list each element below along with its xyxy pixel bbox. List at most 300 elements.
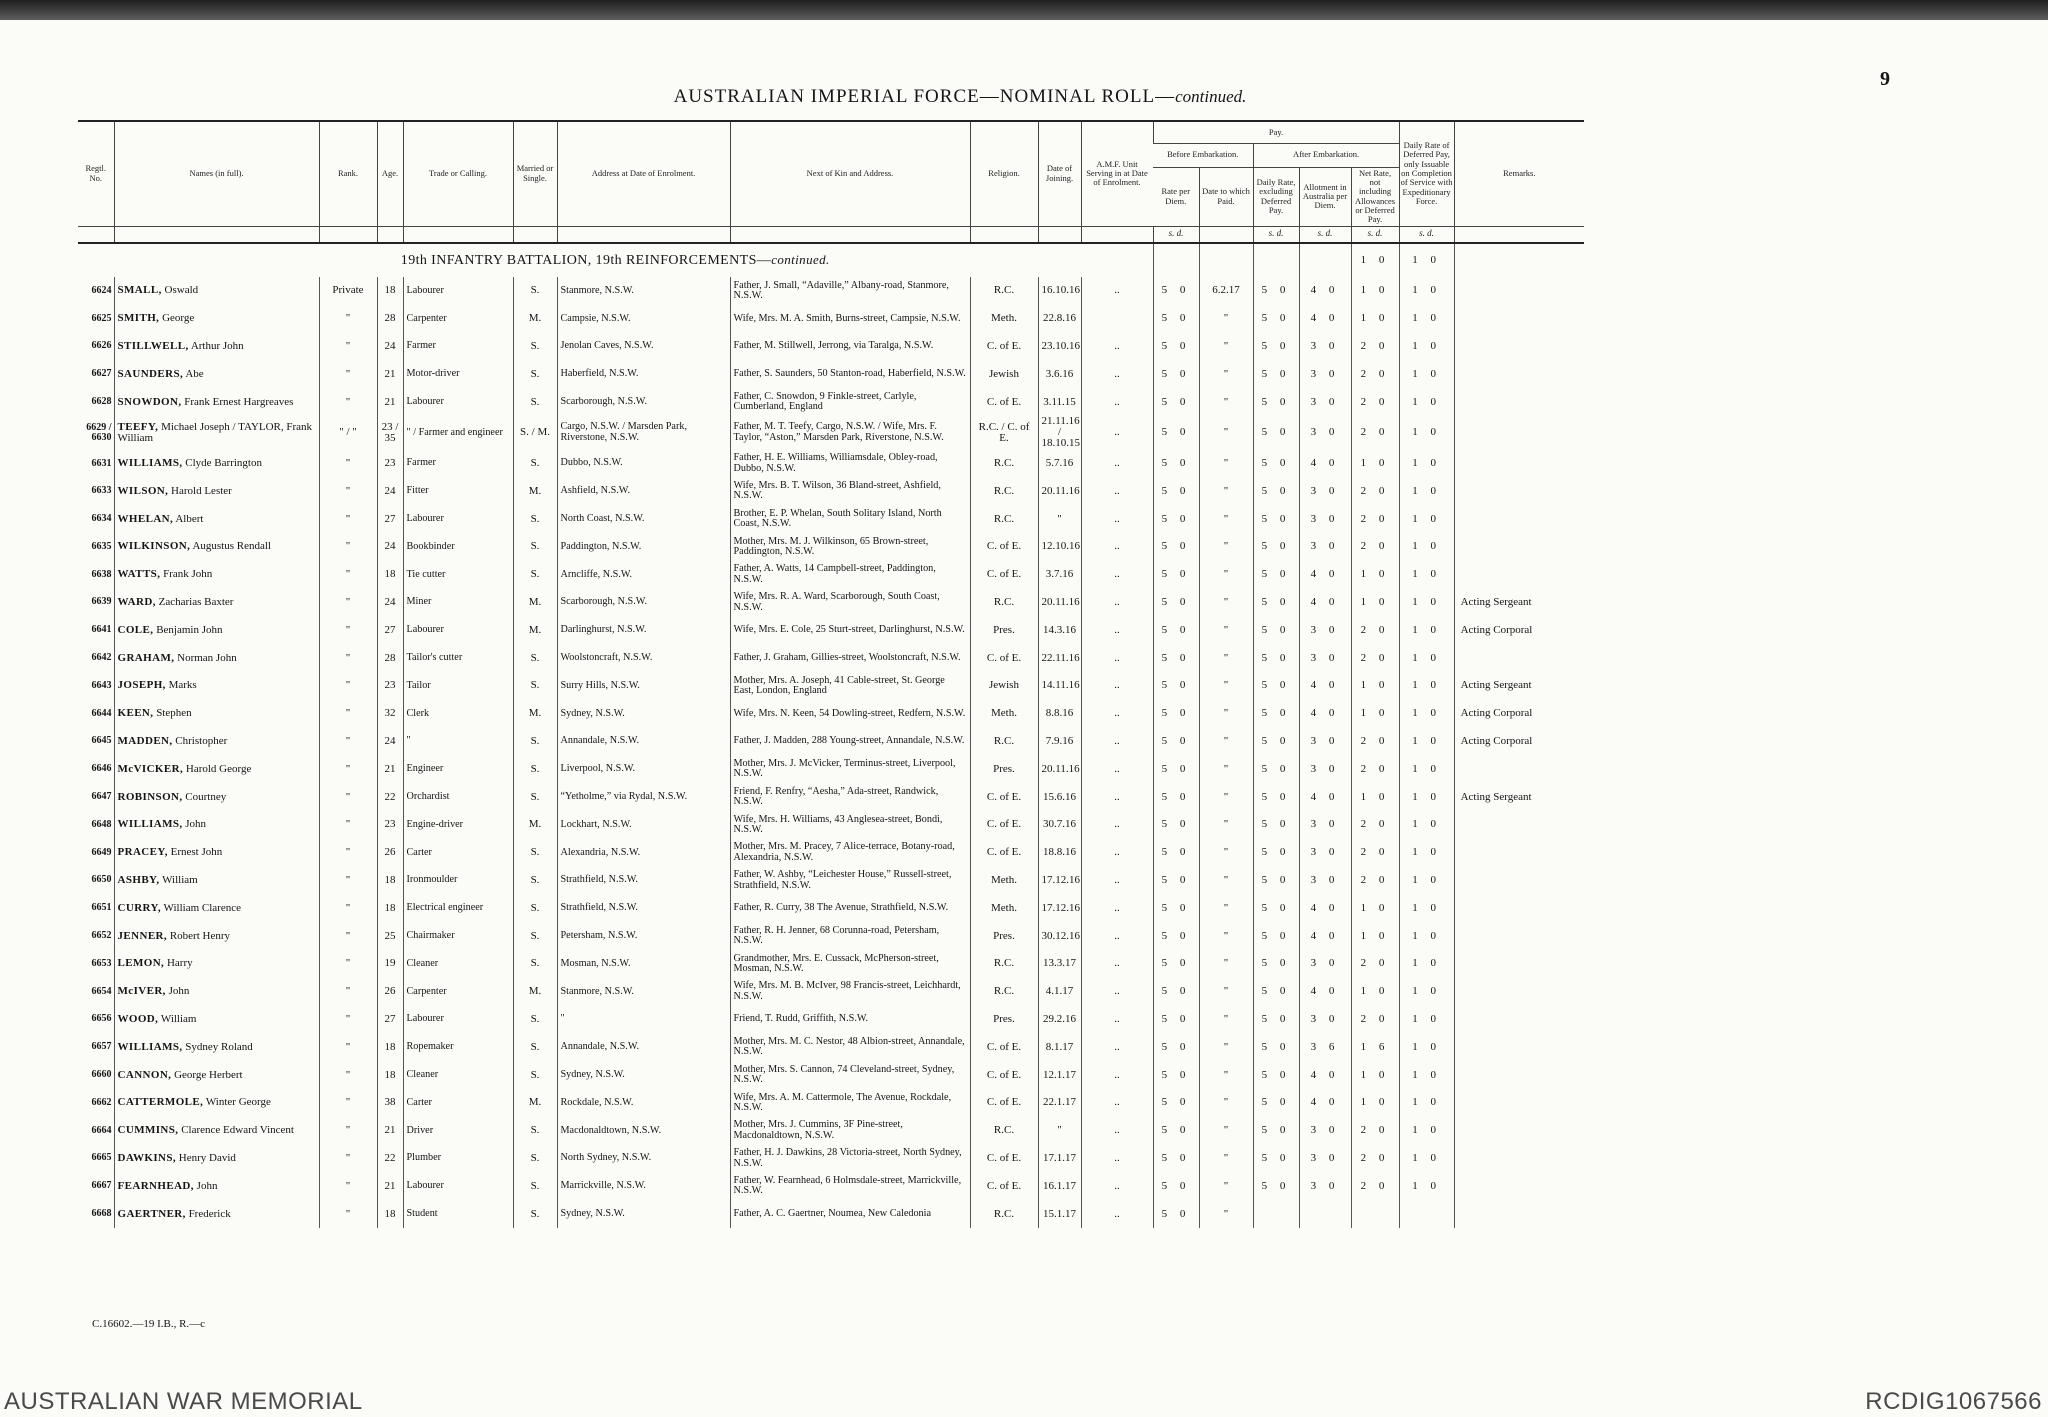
rank: " (319, 811, 377, 839)
date-joined: 3.6.16 (1038, 360, 1081, 388)
address: Petersham, N.S.W. (557, 922, 730, 950)
soldier-name (114, 950, 319, 978)
given-names: Harold Lester (171, 484, 232, 497)
remarks (1454, 1006, 1584, 1034)
units-allotment: s. d. (1299, 226, 1351, 243)
given-names: Winter George (205, 1096, 271, 1109)
remarks (1454, 277, 1584, 305)
trade: Ropemaker (403, 1033, 513, 1061)
rank: " (319, 305, 377, 333)
rate-per-diem: 5 0 (1153, 1033, 1199, 1061)
trade: Tailor (403, 672, 513, 700)
trade: Electrical engineer (403, 894, 513, 922)
surname: WILLIAMS, (117, 456, 183, 469)
regtl-no: 6647 (91, 791, 112, 803)
soldier-name (114, 1061, 319, 1089)
religion: C. of E. (970, 561, 1038, 589)
daily-rate: 5 0 (1253, 728, 1299, 756)
regtl-no: 6656 (91, 1013, 112, 1025)
given-names: Michael Joseph / TAYLOR, Frank William (117, 420, 313, 444)
married-single: S. (513, 950, 557, 978)
date-joined: 20.11.16 (1038, 478, 1081, 506)
remarks (1454, 978, 1584, 1006)
date-paid: " (1199, 533, 1253, 561)
amf-unit: .. (1081, 894, 1153, 922)
given-names: Ernest John (170, 846, 223, 859)
surname: CUMMINS, (117, 1124, 179, 1137)
net-rate: 2 0 (1351, 505, 1399, 533)
deferred-pay: 1 0 (1399, 277, 1454, 305)
regtl-no: 6628 (91, 396, 112, 408)
given-names: Clarence Edward Vincent (181, 1124, 294, 1137)
amf-unit: .. (1081, 450, 1153, 478)
deferred-pay: 1 0 (1399, 360, 1454, 388)
soldier-name (114, 1200, 319, 1228)
net-rate: 1 0 (1351, 305, 1399, 333)
date-paid: " (1199, 1033, 1253, 1061)
deferred-pay: 1 0 (1399, 728, 1454, 756)
date-paid: " (1199, 672, 1253, 700)
net-rate: 1 0 (1351, 277, 1399, 305)
soldier-name (114, 783, 319, 811)
regtl-no: 6668 (91, 1208, 112, 1220)
religion: C. of E. (970, 388, 1038, 416)
remarks (1454, 1061, 1584, 1089)
date-paid: " (1199, 867, 1253, 895)
rank: " (319, 450, 377, 478)
age: 26 (377, 978, 403, 1006)
deferred-pay: 1 0 (1399, 388, 1454, 416)
age: 19 (377, 950, 403, 978)
next-of-kin: Father, C. Snowdon, 9 Finkle-street, Carlyle, Cumberland, England (730, 388, 970, 416)
deferred-pay: 1 0 (1399, 811, 1454, 839)
rate-per-diem: 5 0 (1153, 978, 1199, 1006)
regtl-no: 6634 (91, 513, 112, 525)
soldier-name (114, 672, 319, 700)
allotment: 3 0 (1299, 755, 1351, 783)
address: Strathfield, N.S.W. (557, 867, 730, 895)
address: Haberfield, N.S.W. (557, 360, 730, 388)
regtl-no: 6646 (91, 763, 112, 775)
net-rate: 2 0 (1351, 811, 1399, 839)
remarks (1454, 505, 1584, 533)
married-single: S. (513, 388, 557, 416)
amf-unit: .. (1081, 277, 1153, 305)
married-single: M. (513, 1089, 557, 1117)
date-joined: 17.12.16 (1038, 894, 1081, 922)
date-paid: " (1199, 700, 1253, 728)
date-paid: " (1199, 616, 1253, 644)
date-paid: " (1199, 950, 1253, 978)
date-joined: 17.1.17 (1038, 1145, 1081, 1173)
amf-unit: .. (1081, 505, 1153, 533)
given-names: Frederick (188, 1207, 231, 1220)
scan-edge (0, 0, 2048, 20)
rate-per-diem: 5 0 (1153, 360, 1199, 388)
amf-unit: .. (1081, 755, 1153, 783)
rank: " (319, 1033, 377, 1061)
allotment: 3 0 (1299, 950, 1351, 978)
allotment: 3 0 (1299, 616, 1351, 644)
amf-unit (1081, 305, 1153, 333)
deferred-pay: 1 0 (1399, 672, 1454, 700)
remarks (1454, 1033, 1584, 1061)
date-paid: " (1199, 416, 1253, 450)
date-joined: 14.11.16 (1038, 672, 1081, 700)
daily-rate: 5 0 (1253, 478, 1299, 506)
date-paid: " (1199, 755, 1253, 783)
remarks: Acting Sergeant (1454, 589, 1584, 617)
amf-unit: .. (1081, 1033, 1153, 1061)
religion: C. of E. (970, 1145, 1038, 1173)
daily-rate: 5 0 (1253, 360, 1299, 388)
married-single: M. (513, 700, 557, 728)
regtl-no: 6633 (91, 485, 112, 497)
daily-rate: 5 0 (1253, 1061, 1299, 1089)
religion: Jewish (970, 360, 1038, 388)
daily-rate: 5 0 (1253, 305, 1299, 333)
amf-unit: .. (1081, 333, 1153, 361)
allotment: 3 0 (1299, 505, 1351, 533)
units-blank (730, 226, 970, 243)
daily-rate: 5 0 (1253, 672, 1299, 700)
address: Cargo, N.S.W. / Marsden Park, Riverstone, N.S.W. (557, 416, 730, 450)
next-of-kin: Father, R. H. Jenner, 68 Corunna-road, Petersham, N.S.W. (730, 922, 970, 950)
net-rate: 1 0 (1351, 561, 1399, 589)
trade: Labourer (403, 1172, 513, 1200)
rate-per-diem: 5 0 (1153, 333, 1199, 361)
allotment: 4 0 (1299, 277, 1351, 305)
deferred-pay: 1 0 (1399, 1145, 1454, 1173)
amf-unit: .. (1081, 589, 1153, 617)
daily-rate: 5 0 (1253, 867, 1299, 895)
allotment: 4 0 (1299, 1089, 1351, 1117)
deferred-pay: 1 0 (1399, 1033, 1454, 1061)
given-names: Benjamin John (156, 623, 223, 636)
surname: JOSEPH, (117, 679, 166, 692)
date-joined: 8.8.16 (1038, 700, 1081, 728)
header-net-rate: Net Rate, not including Allowances or Deferred Pay. (1351, 167, 1399, 226)
deferred-pay: 1 0 (1399, 867, 1454, 895)
address: Ashfield, N.S.W. (557, 478, 730, 506)
next-of-kin: Wife, Mrs. M. A. Smith, Burns-street, Campsie, N.S.W. (730, 305, 970, 333)
rate-per-diem: 5 0 (1153, 867, 1199, 895)
address: Scarborough, N.S.W. (557, 388, 730, 416)
amf-unit: .. (1081, 728, 1153, 756)
soldier-name (114, 700, 319, 728)
given-names: Sydney Roland (185, 1040, 253, 1053)
date-paid: " (1199, 561, 1253, 589)
surname: SMITH, (117, 312, 160, 325)
amf-unit: .. (1081, 950, 1153, 978)
deferred-pay: 1 0 (1399, 783, 1454, 811)
units-blank (557, 226, 730, 243)
next-of-kin: Father, W. Fearnhead, 6 Holmsdale-street, Marrickville, N.S.W. (730, 1172, 970, 1200)
date-joined: 13.3.17 (1038, 950, 1081, 978)
married-single: S. / M. (513, 416, 557, 450)
regtl-no: 6657 (91, 1041, 112, 1053)
regtl-no: 6631 (91, 457, 112, 469)
amf-unit: .. (1081, 1200, 1153, 1228)
surname: STILLWELL, (117, 339, 189, 352)
next-of-kin: Wife, Mrs. E. Cole, 25 Sturt-street, Darlinghurst, N.S.W. (730, 616, 970, 644)
deferred-pay: 1 0 (1399, 305, 1454, 333)
religion: C. of E. (970, 333, 1038, 361)
given-names: Christopher (175, 734, 228, 747)
allotment: 4 0 (1299, 561, 1351, 589)
allotment (1299, 1200, 1351, 1228)
allotment: 3 0 (1299, 533, 1351, 561)
surname: SAUNDERS, (117, 367, 184, 380)
next-of-kin: Mother, Mrs. A. Joseph, 41 Cable-street, St. George East, London, England (730, 672, 970, 700)
rate-per-diem: 5 0 (1153, 700, 1199, 728)
date-joined: 4.1.17 (1038, 978, 1081, 1006)
amf-unit: .. (1081, 811, 1153, 839)
daily-rate: 5 0 (1253, 1033, 1299, 1061)
given-names: Frank Ernest Hargreaves (184, 395, 294, 408)
table-row (78, 1200, 1584, 1228)
age: 28 (377, 305, 403, 333)
religion: Pres. (970, 755, 1038, 783)
soldier-name (114, 533, 319, 561)
header-pay: Pay. (1153, 121, 1399, 143)
married-single: S. (513, 1117, 557, 1145)
table-row (78, 561, 1584, 589)
date-joined: 21.11.16 / 18.10.15 (1038, 416, 1081, 450)
page-number: 9 (1880, 68, 1890, 90)
trade: Labourer (403, 616, 513, 644)
rank: " (319, 1172, 377, 1200)
religion: Pres. (970, 922, 1038, 950)
deferred-pay: 1 0 (1399, 533, 1454, 561)
date-paid: " (1199, 811, 1253, 839)
deferred-pay: 1 0 (1399, 644, 1454, 672)
date-joined: 15.6.16 (1038, 783, 1081, 811)
regtl-no: 6667 (91, 1180, 112, 1192)
rank: " (319, 561, 377, 589)
daily-rate: 5 0 (1253, 1117, 1299, 1145)
married-single: S. (513, 672, 557, 700)
amf-unit: .. (1081, 700, 1153, 728)
pre-deferred: 1 0 (1399, 243, 1454, 277)
married-single: M. (513, 811, 557, 839)
rate-per-diem: 5 0 (1153, 644, 1199, 672)
religion: Meth. (970, 305, 1038, 333)
amf-unit: .. (1081, 672, 1153, 700)
rank: " (319, 1200, 377, 1228)
trade: Student (403, 1200, 513, 1228)
net-rate: 1 6 (1351, 1033, 1399, 1061)
soldier-name (114, 978, 319, 1006)
remarks (1454, 561, 1584, 589)
religion: R.C. / C. of E. (970, 416, 1038, 450)
age: 21 (377, 755, 403, 783)
units-blank (1081, 226, 1153, 243)
date-joined: 16.1.17 (1038, 1172, 1081, 1200)
rank: " (319, 783, 377, 811)
trade: Engineer (403, 755, 513, 783)
rate-per-diem: 5 0 (1153, 1200, 1199, 1228)
table-row (78, 672, 1584, 700)
date-joined: 22.1.17 (1038, 1089, 1081, 1117)
surname: WILKINSON, (117, 540, 191, 553)
soldier-name (114, 305, 319, 333)
next-of-kin: Wife, Mrs. R. A. Ward, Scarborough, South Coast, N.S.W. (730, 589, 970, 617)
regtl-no: 6644 (91, 707, 112, 719)
surname: WILLIAMS, (117, 1040, 183, 1053)
table-row (78, 644, 1584, 672)
next-of-kin: Father, H. J. Dawkins, 28 Victoria-street, North Sydney, N.S.W. (730, 1145, 970, 1173)
amf-unit: .. (1081, 922, 1153, 950)
surname: TEEFY, (117, 420, 159, 433)
next-of-kin: Brother, E. P. Whelan, South Solitary Island, North Coast, N.S.W. (730, 505, 970, 533)
daily-rate: 5 0 (1253, 839, 1299, 867)
allotment: 4 0 (1299, 672, 1351, 700)
amf-unit: .. (1081, 1006, 1153, 1034)
religion: C. of E. (970, 644, 1038, 672)
page-title (0, 86, 1920, 108)
header-names: Names (in full). (114, 121, 319, 226)
table-row (78, 1145, 1584, 1173)
next-of-kin: Mother, Mrs. M. Pracey, 7 Alice-terrace, Botany-road, Alexandria, N.S.W. (730, 839, 970, 867)
regtl-no: 6638 (91, 568, 112, 580)
rate-per-diem: 5 0 (1153, 533, 1199, 561)
units-rate: s. d. (1153, 226, 1199, 243)
table-row (78, 277, 1584, 305)
regtl-no: 6645 (91, 735, 112, 747)
religion: C. of E. (970, 1061, 1038, 1089)
net-rate: 2 0 (1351, 644, 1399, 672)
age: 38 (377, 1089, 403, 1117)
date-joined: 16.10.16 (1038, 277, 1081, 305)
rate-per-diem: 5 0 (1153, 561, 1199, 589)
remarks (1454, 533, 1584, 561)
allotment: 4 0 (1299, 783, 1351, 811)
allotment: 3 0 (1299, 839, 1351, 867)
date-joined: 7.9.16 (1038, 728, 1081, 756)
date-joined: 22.11.16 (1038, 644, 1081, 672)
deferred-pay (1399, 1200, 1454, 1228)
daily-rate: 5 0 (1253, 1172, 1299, 1200)
allotment: 4 0 (1299, 1061, 1351, 1089)
daily-rate: 5 0 (1253, 561, 1299, 589)
rank: " (319, 755, 377, 783)
regtl-no: 6635 (91, 540, 112, 552)
trade: Tie cutter (403, 561, 513, 589)
rank: " (319, 672, 377, 700)
net-rate: 1 0 (1351, 1061, 1399, 1089)
address: Paddington, N.S.W. (557, 533, 730, 561)
date-paid: " (1199, 1089, 1253, 1117)
table-row (78, 416, 1584, 450)
married-single: S. (513, 644, 557, 672)
trade: Tailor's cutter (403, 644, 513, 672)
trade: Fitter (403, 478, 513, 506)
given-names: Zacharias Baxter (158, 595, 234, 608)
given-names: George Herbert (174, 1068, 243, 1081)
deferred-pay: 1 0 (1399, 1006, 1454, 1034)
date-joined: 15.1.17 (1038, 1200, 1081, 1228)
table-row (78, 700, 1584, 728)
rank: " (319, 505, 377, 533)
daily-rate: 5 0 (1253, 1089, 1299, 1117)
remarks (1454, 1117, 1584, 1145)
regtl-no: 6662 (91, 1096, 112, 1108)
given-names: Arthur John (190, 339, 244, 352)
header-remarks: Remarks. (1454, 121, 1584, 226)
title-main: AUSTRALIAN IMPERIAL FORCE—NOMINAL ROLL— (673, 86, 1176, 107)
date-joined: 14.3.16 (1038, 616, 1081, 644)
date-paid: " (1199, 450, 1253, 478)
net-rate: 2 0 (1351, 478, 1399, 506)
date-joined: 3.11.15 (1038, 388, 1081, 416)
rate-per-diem: 5 0 (1153, 950, 1199, 978)
table-row (78, 533, 1584, 561)
surname: SNOWDON, (117, 395, 182, 408)
soldier-name (114, 644, 319, 672)
next-of-kin: Father, J. Small, “Adaville,” Albany-road, Stanmore, N.S.W. (730, 277, 970, 305)
regtl-no: 6653 (91, 957, 112, 969)
surname: PRACEY, (117, 846, 168, 859)
section-heading (78, 243, 1153, 277)
date-paid: " (1199, 505, 1253, 533)
table-row (78, 616, 1584, 644)
religion: Pres. (970, 1006, 1038, 1034)
given-names: Harold George (185, 762, 252, 775)
nominal-roll-table (78, 120, 1584, 1228)
daily-rate: 5 0 (1253, 388, 1299, 416)
rate-per-diem: 5 0 (1153, 478, 1199, 506)
next-of-kin: Grandmother, Mrs. E. Cussack, McPherson-street, Mosman, N.S.W. (730, 950, 970, 978)
amf-unit: .. (1081, 561, 1153, 589)
address: Stanmore, N.S.W. (557, 978, 730, 1006)
table-row (78, 894, 1584, 922)
rank: Private (319, 277, 377, 305)
given-names: William (160, 1012, 197, 1025)
rank: " (319, 478, 377, 506)
next-of-kin: Wife, Mrs. N. Keen, 54 Dowling-street, Redfern, N.S.W. (730, 700, 970, 728)
surname: GAERTNER, (117, 1207, 186, 1220)
remarks (1454, 1172, 1584, 1200)
soldier-name (114, 867, 319, 895)
units-blank (114, 226, 319, 243)
surname: CATTERMOLE, (117, 1096, 204, 1109)
regtl-no: 6639 (91, 596, 112, 608)
deferred-pay: 1 0 (1399, 1172, 1454, 1200)
net-rate: 2 0 (1351, 616, 1399, 644)
address: Annandale, N.S.W. (557, 1033, 730, 1061)
address: Lockhart, N.S.W. (557, 811, 730, 839)
next-of-kin: Father, M. T. Teefy, Cargo, N.S.W. / Wife, Mrs. F. Taylor, “Aston,” Marsden Park, Riverstone, N.S.W. (730, 416, 970, 450)
footer-record-id: RCDIG1067566 (1865, 1388, 2042, 1415)
units-blank (1038, 226, 1081, 243)
units-net: s. d. (1351, 226, 1399, 243)
age: 24 (377, 478, 403, 506)
address: Annandale, N.S.W. (557, 728, 730, 756)
daily-rate: 5 0 (1253, 811, 1299, 839)
religion: R.C. (970, 277, 1038, 305)
rank: " (319, 644, 377, 672)
regtl-no: 6643 (91, 679, 112, 691)
age: 27 (377, 1006, 403, 1034)
date-paid: " (1199, 783, 1253, 811)
soldier-name (114, 333, 319, 361)
units-daily: s. d. (1253, 226, 1299, 243)
header-date-joining: Date of Joining. (1038, 121, 1081, 226)
soldier-name (114, 1033, 319, 1061)
date-joined: 20.11.16 (1038, 589, 1081, 617)
rank: " (319, 1061, 377, 1089)
